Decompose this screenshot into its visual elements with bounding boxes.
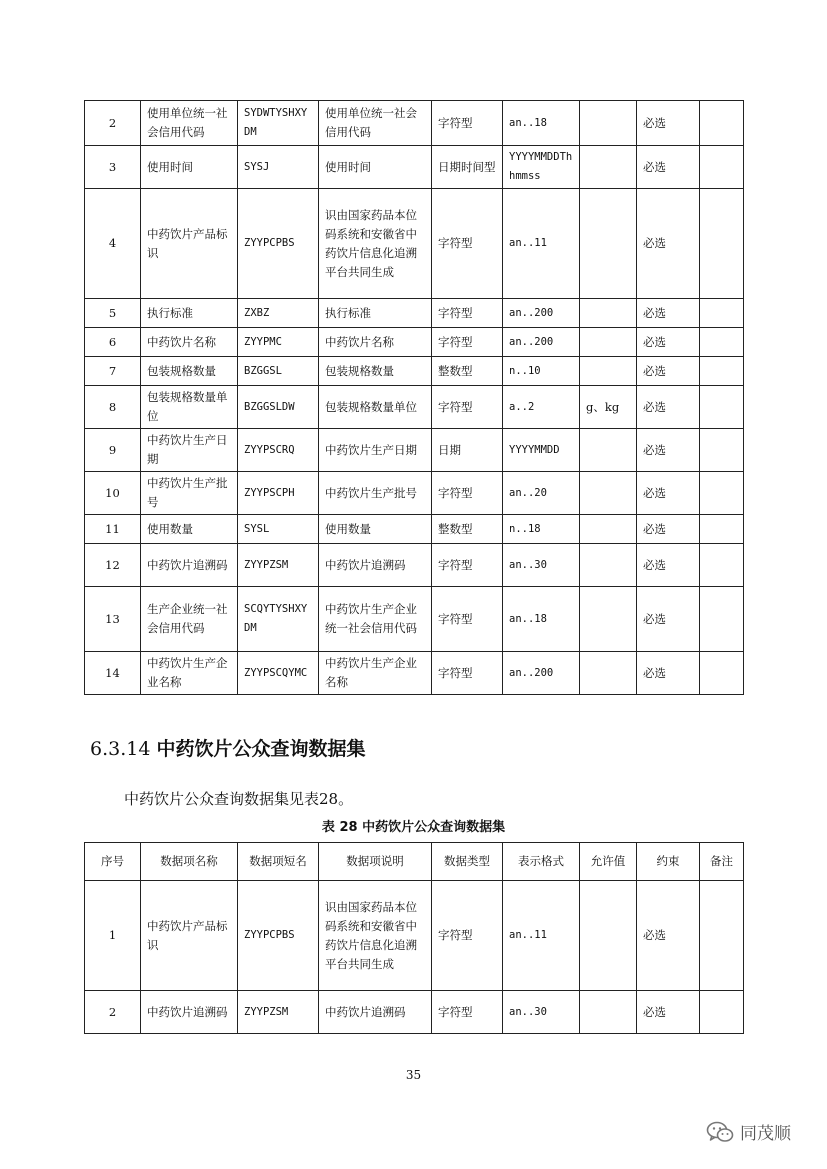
column-header: 约束 xyxy=(637,843,700,881)
column-header: 数据项说明 xyxy=(319,843,432,881)
cell-constraint: 必选 xyxy=(637,991,700,1034)
table-row xyxy=(85,991,744,1034)
cell-name: 中药饮片产品标识 xyxy=(141,881,238,991)
cell-allowed xyxy=(580,101,637,146)
cell-type: 字符型 xyxy=(432,472,503,515)
cell-constraint: 必选 xyxy=(637,189,700,299)
cell-note xyxy=(700,472,744,515)
table-row xyxy=(85,652,744,695)
cell-no: 8 xyxy=(85,386,141,429)
cell-no: 13 xyxy=(85,587,141,652)
cell-allowed xyxy=(580,991,637,1034)
cell-format: an..200 xyxy=(503,328,580,357)
cell-short: SCQYTYSHXYDM xyxy=(238,587,319,652)
cell-allowed xyxy=(580,515,637,544)
cell-name: 中药饮片生产企业名称 xyxy=(141,652,238,695)
cell-type: 日期时间型 xyxy=(432,146,503,189)
cell-desc: 使用数量 xyxy=(319,515,432,544)
cell-constraint: 必选 xyxy=(637,429,700,472)
cell-format: YYYYMMDD xyxy=(503,429,580,472)
cell-note xyxy=(700,386,744,429)
cell-desc: 中药饮片生产日期 xyxy=(319,429,432,472)
cell-no: 12 xyxy=(85,544,141,587)
cell-format: an..30 xyxy=(503,991,580,1034)
cell-format: an..30 xyxy=(503,544,580,587)
cell-format: n..18 xyxy=(503,515,580,544)
cell-type: 字符型 xyxy=(432,189,503,299)
cell-allowed xyxy=(580,472,637,515)
cell-name: 包装规格数量单位 xyxy=(141,386,238,429)
table-row xyxy=(85,146,744,189)
cell-allowed xyxy=(580,299,637,328)
column-header: 数据项短名 xyxy=(238,843,319,881)
cell-short: ZYYPSCQYMC xyxy=(238,652,319,695)
cell-constraint: 必选 xyxy=(637,101,700,146)
cell-no: 10 xyxy=(85,472,141,515)
cell-note xyxy=(700,101,744,146)
cell-constraint: 必选 xyxy=(637,472,700,515)
cell-note xyxy=(700,881,744,991)
cell-short: SYSJ xyxy=(238,146,319,189)
column-header: 允许值 xyxy=(580,843,637,881)
data-table-continued xyxy=(84,100,744,695)
table-row xyxy=(85,472,744,515)
cell-note xyxy=(700,299,744,328)
cell-desc: 中药饮片生产批号 xyxy=(319,472,432,515)
table-row xyxy=(85,515,744,544)
cell-constraint: 必选 xyxy=(637,652,700,695)
cell-desc: 中药饮片生产企业名称 xyxy=(319,652,432,695)
cell-desc: 使用时间 xyxy=(319,146,432,189)
cell-type: 整数型 xyxy=(432,357,503,386)
cell-short: SYSL xyxy=(238,515,319,544)
table-header-row xyxy=(85,843,744,881)
cell-short: SYDWTYSHXYDM xyxy=(238,101,319,146)
cell-format: an..18 xyxy=(503,587,580,652)
cell-name: 中药饮片追溯码 xyxy=(141,991,238,1034)
cell-desc: 中药饮片生产企业统一社会信用代码 xyxy=(319,587,432,652)
cell-name: 生产企业统一社会信用代码 xyxy=(141,587,238,652)
cell-type: 字符型 xyxy=(432,386,503,429)
cell-desc: 中药饮片追溯码 xyxy=(319,991,432,1034)
column-header: 表示格式 xyxy=(503,843,580,881)
cell-constraint: 必选 xyxy=(637,299,700,328)
table-row xyxy=(85,386,744,429)
cell-constraint: 必选 xyxy=(637,881,700,991)
table-row xyxy=(85,429,744,472)
cell-short: ZYYPCPBS xyxy=(238,189,319,299)
cell-note xyxy=(700,515,744,544)
cell-desc: 识由国家药品本位码系统和安徽省中药饮片信息化追溯平台共同生成 xyxy=(319,189,432,299)
cell-desc: 包装规格数量 xyxy=(319,357,432,386)
cell-type: 字符型 xyxy=(432,652,503,695)
table-row xyxy=(85,328,744,357)
wechat-icon xyxy=(706,1120,734,1144)
section-title: 中药饮片公众查询数据集 xyxy=(156,738,366,760)
cell-desc: 执行标准 xyxy=(319,299,432,328)
section-heading xyxy=(90,736,366,762)
table-caption: 表 28 中药饮片公众查询数据集 xyxy=(321,820,506,835)
table-row xyxy=(85,357,744,386)
cell-note xyxy=(700,146,744,189)
cell-desc: 中药饮片名称 xyxy=(319,328,432,357)
cell-name: 使用时间 xyxy=(141,146,238,189)
cell-no: 2 xyxy=(85,101,141,146)
column-header: 数据项名称 xyxy=(141,843,238,881)
cell-name: 使用单位统一社会信用代码 xyxy=(141,101,238,146)
cell-constraint: 必选 xyxy=(637,515,700,544)
cell-short: ZXBZ xyxy=(238,299,319,328)
cell-note xyxy=(700,587,744,652)
cell-allowed xyxy=(580,328,637,357)
cell-short: ZYYPZSM xyxy=(238,991,319,1034)
cell-desc: 包装规格数量单位 xyxy=(319,386,432,429)
cell-constraint: 必选 xyxy=(637,328,700,357)
cell-short: BZGGSL xyxy=(238,357,319,386)
cell-allowed xyxy=(580,544,637,587)
cell-format: an..200 xyxy=(503,652,580,695)
cell-no: 6 xyxy=(85,328,141,357)
cell-note xyxy=(700,189,744,299)
cell-no: 3 xyxy=(85,146,141,189)
cell-name: 包装规格数量 xyxy=(141,357,238,386)
table-row xyxy=(85,101,744,146)
column-header: 数据类型 xyxy=(432,843,503,881)
cell-type: 字符型 xyxy=(432,544,503,587)
public-query-table xyxy=(84,842,744,1034)
cell-format: an..20 xyxy=(503,472,580,515)
cell-type: 字符型 xyxy=(432,328,503,357)
table-row xyxy=(85,881,744,991)
cell-no: 4 xyxy=(85,189,141,299)
watermark-text: 同茂顺 xyxy=(740,1124,791,1144)
table-row xyxy=(85,544,744,587)
cell-note xyxy=(700,328,744,357)
cell-desc: 中药饮片追溯码 xyxy=(319,544,432,587)
cell-type: 日期 xyxy=(432,429,503,472)
cell-no: 1 xyxy=(85,881,141,991)
cell-name: 中药饮片追溯码 xyxy=(141,544,238,587)
cell-short: ZYYPCPBS xyxy=(238,881,319,991)
table-row xyxy=(85,587,744,652)
cell-constraint: 必选 xyxy=(637,146,700,189)
cell-format: an..200 xyxy=(503,299,580,328)
cell-desc: 使用单位统一社会信用代码 xyxy=(319,101,432,146)
cell-constraint: 必选 xyxy=(637,386,700,429)
cell-short: ZYYPMC xyxy=(238,328,319,357)
cell-type: 整数型 xyxy=(432,515,503,544)
cell-format: n..10 xyxy=(503,357,580,386)
cell-name: 使用数量 xyxy=(141,515,238,544)
cell-note xyxy=(700,357,744,386)
cell-allowed xyxy=(580,189,637,299)
section-number: 6.3.14 xyxy=(90,738,151,760)
cell-short: BZGGSLDW xyxy=(238,386,319,429)
cell-allowed xyxy=(580,587,637,652)
cell-no: 7 xyxy=(85,357,141,386)
watermark xyxy=(706,1119,791,1144)
cell-allowed xyxy=(580,357,637,386)
cell-type: 字符型 xyxy=(432,991,503,1034)
cell-short: ZYYPSCRQ xyxy=(238,429,319,472)
cell-format: an..11 xyxy=(503,189,580,299)
cell-no: 9 xyxy=(85,429,141,472)
cell-format: a..2 xyxy=(503,386,580,429)
cell-constraint: 必选 xyxy=(637,544,700,587)
cell-desc: 识由国家药品本位码系统和安徽省中药饮片信息化追溯平台共同生成 xyxy=(319,881,432,991)
cell-format: an..11 xyxy=(503,881,580,991)
cell-constraint: 必选 xyxy=(637,357,700,386)
cell-allowed xyxy=(580,881,637,991)
cell-note xyxy=(700,652,744,695)
table-row xyxy=(85,189,744,299)
cell-short: ZYYPZSM xyxy=(238,544,319,587)
cell-allowed xyxy=(580,652,637,695)
cell-type: 字符型 xyxy=(432,881,503,991)
cell-short: ZYYPSCPH xyxy=(238,472,319,515)
cell-name: 执行标准 xyxy=(141,299,238,328)
cell-constraint: 必选 xyxy=(637,587,700,652)
cell-allowed xyxy=(580,429,637,472)
cell-name: 中药饮片产品标识 xyxy=(141,189,238,299)
cell-no: 5 xyxy=(85,299,141,328)
cell-type: 字符型 xyxy=(432,587,503,652)
cell-no: 11 xyxy=(85,515,141,544)
cell-type: 字符型 xyxy=(432,101,503,146)
cell-allowed: g、kg xyxy=(580,386,637,429)
table-row xyxy=(85,299,744,328)
cell-name: 中药饮片生产批号 xyxy=(141,472,238,515)
cell-allowed xyxy=(580,146,637,189)
column-header: 序号 xyxy=(85,843,141,881)
cell-name: 中药饮片名称 xyxy=(141,328,238,357)
cell-note xyxy=(700,544,744,587)
column-header: 备注 xyxy=(700,843,744,881)
cell-type: 字符型 xyxy=(432,299,503,328)
cell-name: 中药饮片生产日期 xyxy=(141,429,238,472)
page-number: 35 xyxy=(405,1068,422,1082)
cell-no: 14 xyxy=(85,652,141,695)
cell-no: 2 xyxy=(85,991,141,1034)
body-paragraph: 中药饮片公众查询数据集见表28。 xyxy=(124,790,354,808)
cell-format: an..18 xyxy=(503,101,580,146)
cell-format: YYYYMMDDThhmmss xyxy=(503,146,580,189)
cell-note xyxy=(700,429,744,472)
cell-note xyxy=(700,991,744,1034)
